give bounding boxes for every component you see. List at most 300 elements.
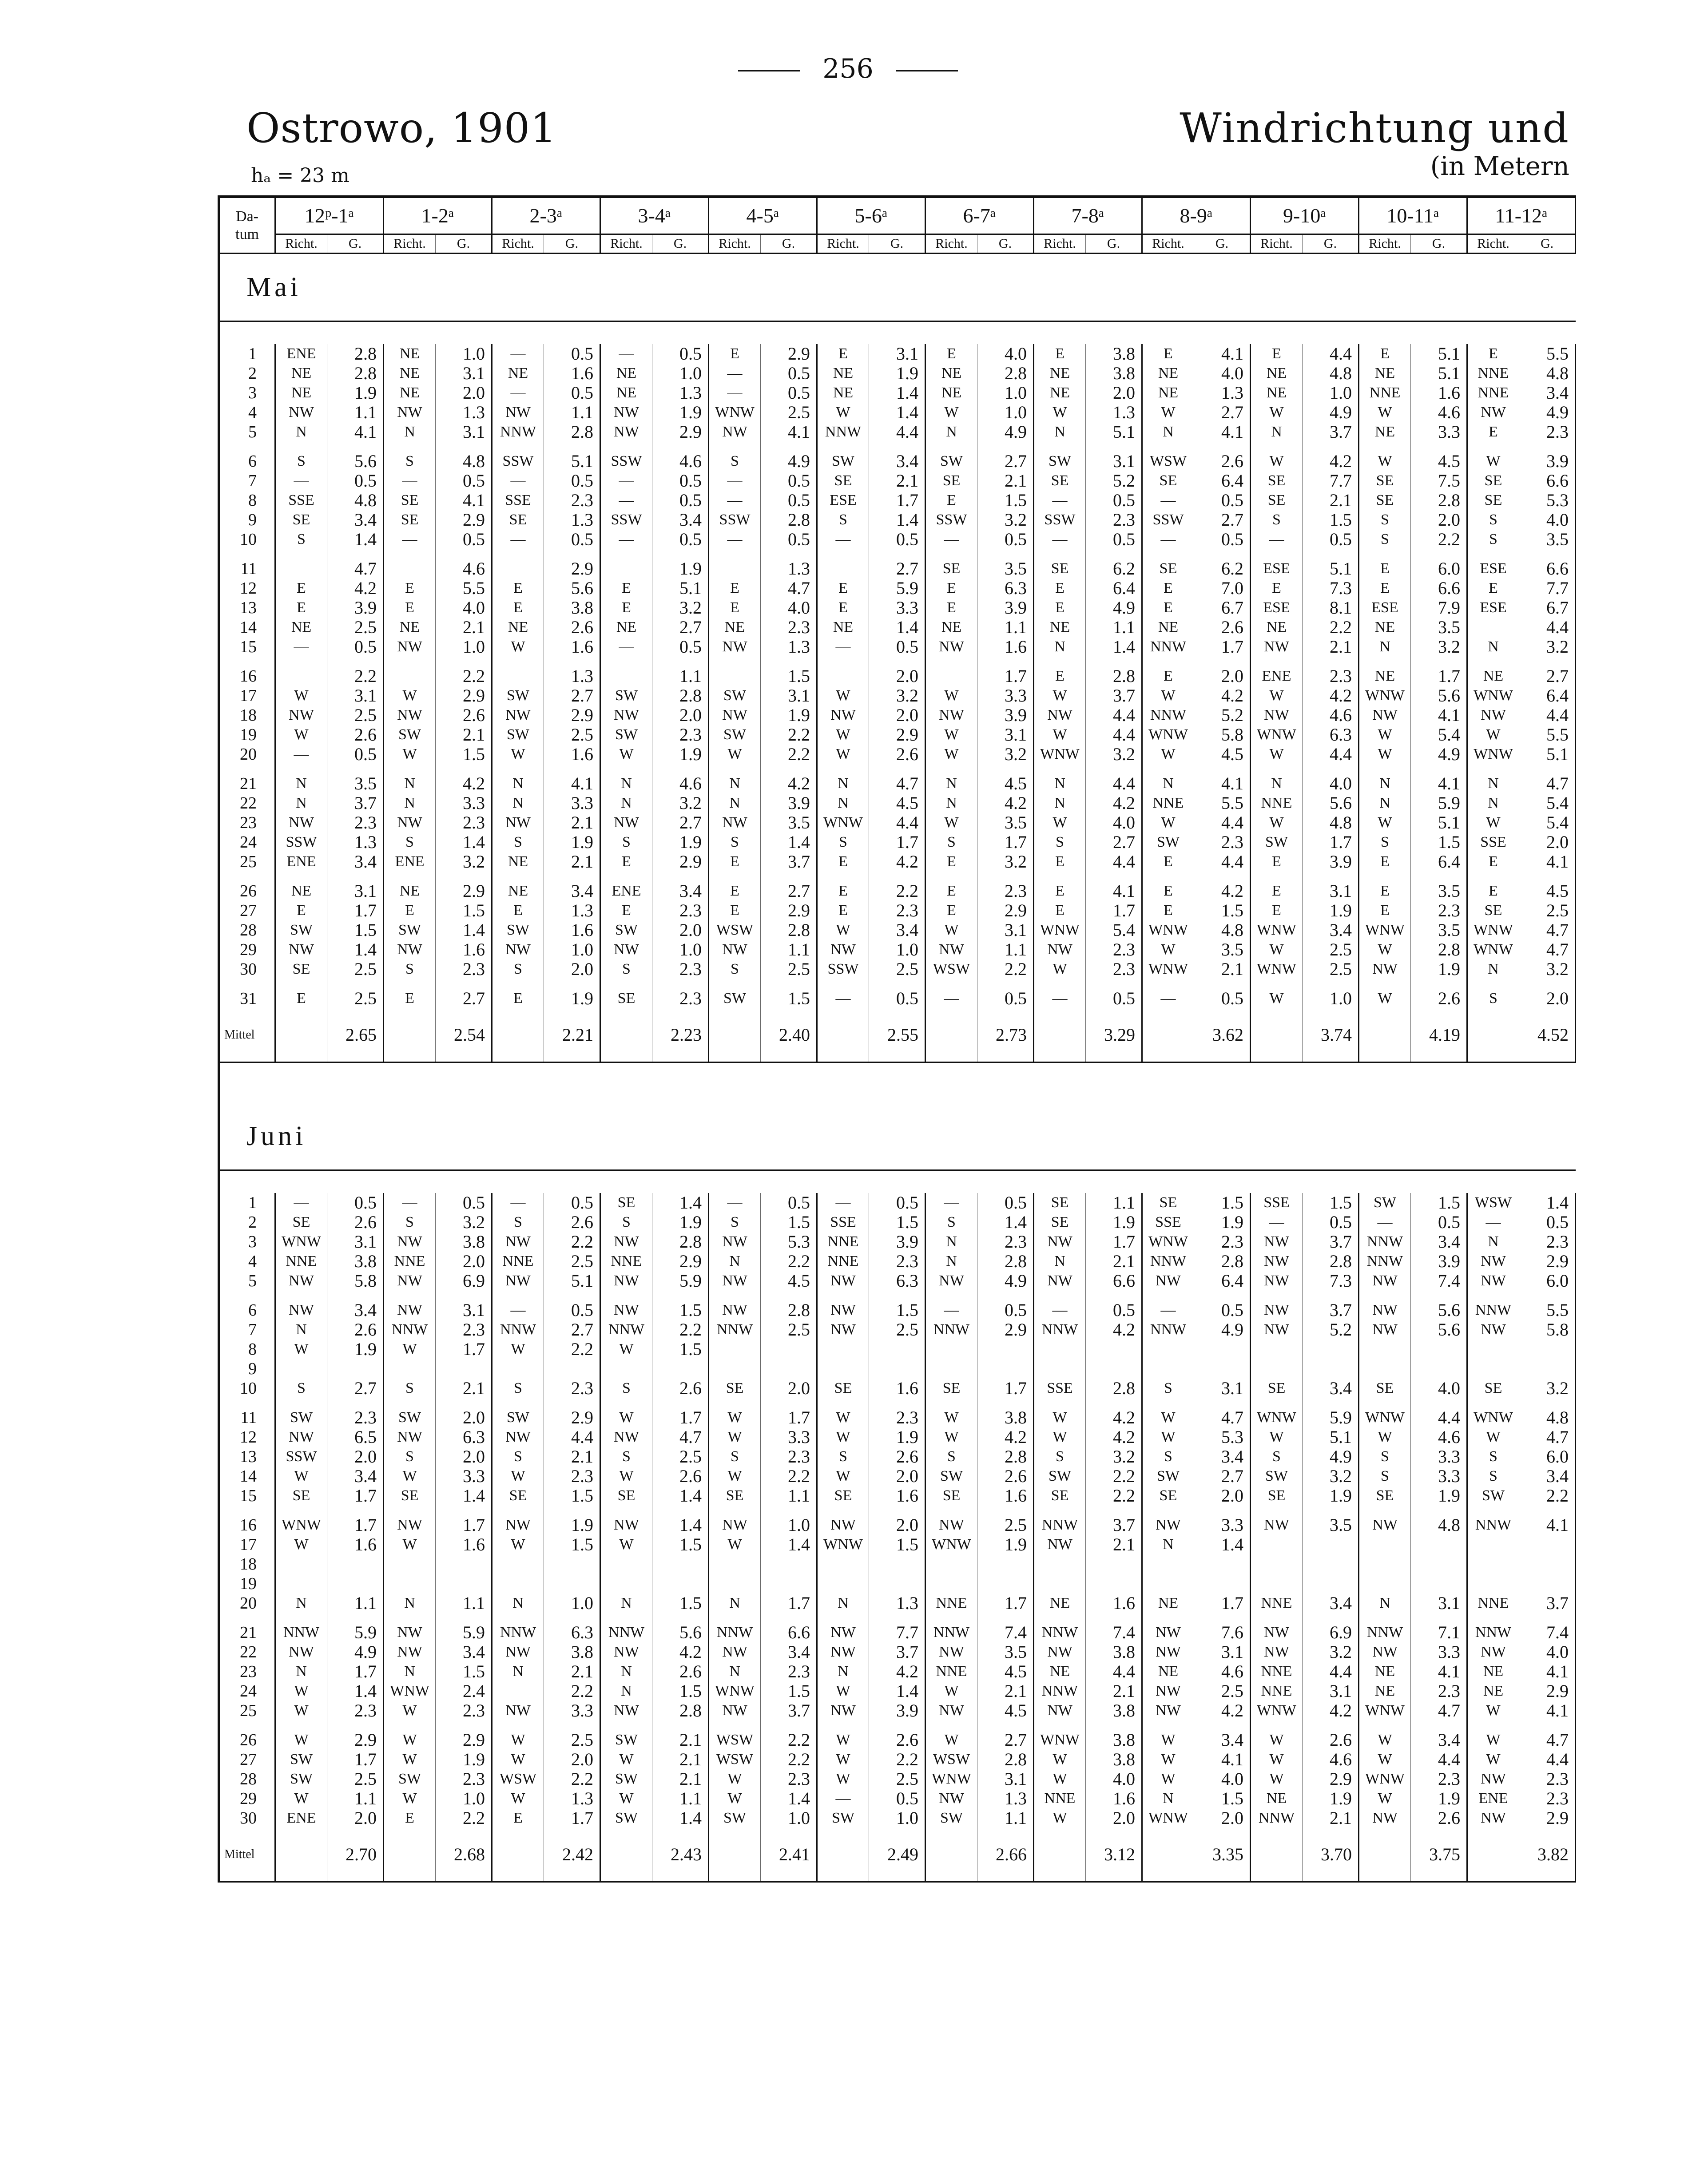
speed-cell: 2.3	[1411, 1681, 1467, 1701]
direction-cell: NNW	[925, 1623, 977, 1642]
table-row	[219, 1701, 1576, 1720]
speed-cell: 1.4	[1194, 1535, 1251, 1554]
direction-cell: E	[384, 1808, 436, 1828]
speed-cell: 2.2	[1086, 1486, 1142, 1506]
speed-cell: 4.5	[977, 1701, 1034, 1720]
direction-cell	[1251, 1359, 1303, 1379]
speed-cell: 2.9	[544, 1408, 600, 1427]
day-cell: 12	[219, 579, 275, 598]
speed-cell: 1.9	[327, 383, 384, 403]
direction-cell: NNW	[1034, 1681, 1086, 1701]
direction-cell: NE	[925, 383, 977, 403]
direction-cell: W	[1359, 745, 1411, 764]
direction-cell: WSW	[709, 1730, 761, 1750]
direction-cell: NNW	[1359, 1252, 1411, 1271]
direction-cell: NW	[925, 1789, 977, 1808]
speed-cell: 1.0	[436, 344, 492, 364]
direction-cell: NW	[1034, 1535, 1086, 1554]
direction-cell: E	[492, 579, 544, 598]
direction-cell: —	[600, 637, 652, 657]
direction-cell: NW	[925, 637, 977, 657]
speed-cell: 2.0	[1519, 832, 1576, 852]
direction-cell: NW	[1142, 1271, 1194, 1291]
header-g: G.	[1086, 234, 1142, 254]
direction-cell: N	[1142, 1789, 1194, 1808]
direction-cell: NW	[600, 1701, 652, 1720]
direction-cell: NE	[709, 618, 761, 637]
speed-cell: 2.5	[327, 618, 384, 637]
speed-cell: 2.0	[1194, 1808, 1251, 1828]
speed-cell: 0.5	[1519, 1213, 1576, 1232]
direction-cell: N	[1251, 774, 1303, 793]
speed-cell: 3.4	[436, 1642, 492, 1662]
day-cell: 27	[219, 1750, 275, 1769]
direction-cell: WSW	[925, 959, 977, 979]
speed-cell: 3.4	[1519, 1467, 1576, 1486]
speed-cell: 2.5	[869, 1320, 925, 1340]
day-cell: 6	[219, 1300, 275, 1320]
mittel-value: 2.73	[977, 1008, 1034, 1062]
speed-cell: 5.3	[1194, 1427, 1251, 1447]
direction-cell: E	[1034, 344, 1086, 364]
speed-cell: 1.0	[652, 364, 709, 383]
speed-cell: 2.9	[761, 901, 817, 920]
direction-cell: W	[275, 1730, 327, 1750]
speed-cell: 4.4	[1194, 813, 1251, 832]
speed-cell: 4.2	[1303, 1701, 1359, 1720]
speed-cell: 2.9	[1519, 1252, 1576, 1271]
speed-cell: 4.4	[1411, 1408, 1467, 1427]
direction-cell: NNE	[1034, 1789, 1086, 1808]
speed-cell: 4.7	[1194, 1408, 1251, 1427]
speed-cell: 3.4	[1411, 1730, 1467, 1750]
direction-cell: WNW	[1467, 940, 1519, 959]
direction-cell: W	[1251, 940, 1303, 959]
speed-cell	[544, 1359, 600, 1379]
direction-cell: E	[1142, 344, 1194, 364]
direction-cell	[1142, 1359, 1194, 1379]
direction-cell: W	[925, 1730, 977, 1750]
direction-cell: S	[709, 1213, 761, 1232]
direction-cell: SW	[600, 1808, 652, 1828]
direction-cell: NNE	[1251, 1681, 1303, 1701]
speed-cell: 2.3	[652, 725, 709, 745]
speed-cell: 0.5	[977, 1193, 1034, 1213]
direction-cell: NW	[275, 1271, 327, 1291]
direction-cell: NW	[600, 706, 652, 725]
day-cell: 17	[219, 686, 275, 706]
direction-cell: NNW	[600, 1320, 652, 1340]
speed-cell: 5.1	[1411, 344, 1467, 364]
speed-cell: 1.4	[652, 1193, 709, 1213]
direction-cell: W	[1034, 403, 1086, 422]
direction-cell	[384, 666, 436, 686]
speed-cell: 1.0	[1303, 989, 1359, 1008]
table-row	[219, 452, 1576, 471]
direction-cell: E	[492, 598, 544, 618]
direction-cell: NW	[925, 706, 977, 725]
speed-cell: 1.4	[436, 832, 492, 852]
direction-cell: —	[1034, 989, 1086, 1008]
speed-cell: 2.2	[761, 1730, 817, 1750]
day-cell: 2	[219, 1213, 275, 1232]
speed-cell: 3.9	[869, 1232, 925, 1252]
direction-cell: SW	[1034, 1467, 1086, 1486]
direction-cell: NW	[384, 637, 436, 657]
direction-cell: W	[384, 1467, 436, 1486]
speed-cell: 2.9	[1519, 1681, 1576, 1701]
speed-cell: 4.0	[1303, 774, 1359, 793]
speed-cell: 6.4	[1086, 579, 1142, 598]
direction-cell: NW	[925, 940, 977, 959]
direction-cell	[600, 666, 652, 686]
speed-cell: 2.3	[652, 989, 709, 1008]
speed-cell: 1.0	[977, 383, 1034, 403]
table-row	[219, 832, 1576, 852]
table-row	[219, 793, 1576, 813]
header-richt: Richt.	[817, 234, 869, 254]
direction-cell: WNW	[1359, 686, 1411, 706]
speed-cell: 2.9	[652, 422, 709, 442]
speed-cell: 6.3	[544, 1623, 600, 1642]
mittel-value: 2.41	[761, 1828, 817, 1882]
speed-cell	[869, 1359, 925, 1379]
direction-cell: NE	[492, 618, 544, 637]
direction-cell: S	[817, 832, 869, 852]
speed-cell: 5.1	[1411, 813, 1467, 832]
speed-cell: 2.8	[977, 1750, 1034, 1769]
speed-cell: 2.8	[327, 344, 384, 364]
speed-cell: 1.7	[761, 1593, 817, 1613]
speed-cell	[761, 1340, 817, 1359]
direction-cell: NW	[275, 940, 327, 959]
speed-cell: 3.7	[327, 793, 384, 813]
speed-cell: 2.2	[436, 666, 492, 686]
speed-cell: 4.1	[544, 774, 600, 793]
direction-cell: NNW	[492, 1623, 544, 1642]
speed-cell: 2.2	[327, 666, 384, 686]
speed-cell: 2.2	[544, 1769, 600, 1789]
speed-cell: 1.9	[652, 1213, 709, 1232]
direction-cell: SE	[1034, 471, 1086, 491]
speed-cell: 2.1	[1194, 959, 1251, 979]
speed-cell: 0.5	[436, 530, 492, 549]
direction-cell: —	[492, 1300, 544, 1320]
speed-cell: 3.2	[436, 852, 492, 872]
speed-cell: 1.5	[1303, 1193, 1359, 1213]
direction-cell: E	[600, 598, 652, 618]
speed-cell: 3.4	[544, 881, 600, 901]
speed-cell: 2.3	[436, 1701, 492, 1720]
speed-cell: 6.4	[1519, 686, 1576, 706]
direction-cell: ESE	[817, 491, 869, 510]
direction-cell: N	[492, 793, 544, 813]
speed-cell: 2.8	[761, 920, 817, 940]
direction-cell: E	[925, 852, 977, 872]
table-row	[219, 598, 1576, 618]
header-g: G.	[869, 234, 925, 254]
speed-cell: 2.9	[977, 901, 1034, 920]
direction-cell: NW	[1467, 1320, 1519, 1340]
speed-cell	[544, 1574, 600, 1593]
mittel-row	[219, 1828, 1576, 1882]
direction-cell: —	[1251, 530, 1303, 549]
speed-cell: 0.5	[1194, 491, 1251, 510]
direction-cell: SSW	[925, 510, 977, 530]
direction-cell: NNE	[925, 1662, 977, 1681]
speed-cell: 2.9	[1519, 1808, 1576, 1828]
speed-cell: 1.9	[1086, 1213, 1142, 1232]
speed-cell	[1086, 1554, 1142, 1574]
speed-cell: 2.2	[544, 1232, 600, 1252]
direction-cell: NNW	[1251, 1808, 1303, 1828]
mittel-value: 3.75	[1411, 1828, 1467, 1882]
direction-cell	[275, 1574, 327, 1593]
direction-cell: SSE	[1142, 1213, 1194, 1232]
table-row	[219, 618, 1576, 637]
direction-cell: NNW	[1142, 1252, 1194, 1271]
direction-cell	[1359, 1554, 1411, 1574]
speed-cell: 5.5	[1519, 725, 1576, 745]
direction-cell: SE	[1467, 901, 1519, 920]
speed-cell	[544, 1554, 600, 1574]
speed-cell: 1.6	[1086, 1593, 1142, 1613]
direction-cell: NW	[600, 403, 652, 422]
speed-cell: 1.5	[1194, 1789, 1251, 1808]
direction-cell: WNW	[1251, 959, 1303, 979]
speed-cell: 0.5	[1086, 530, 1142, 549]
speed-cell: 0.5	[544, 1193, 600, 1213]
speed-cell: 3.2	[1519, 959, 1576, 979]
direction-cell: S	[1359, 510, 1411, 530]
direction-cell: E	[817, 344, 869, 364]
direction-cell: N	[925, 793, 977, 813]
direction-cell: NW	[709, 637, 761, 657]
speed-cell: 4.1	[1411, 1662, 1467, 1681]
speed-cell: 5.9	[869, 579, 925, 598]
direction-cell: E	[600, 901, 652, 920]
day-cell: 10	[219, 530, 275, 549]
direction-cell: SE	[1359, 1379, 1411, 1398]
direction-cell: —	[709, 364, 761, 383]
direction-cell: N	[925, 1252, 977, 1271]
speed-cell	[436, 1554, 492, 1574]
speed-cell: 2.0	[869, 666, 925, 686]
day-cell: 3	[219, 383, 275, 403]
direction-cell: NW	[817, 1623, 869, 1642]
direction-cell: —	[925, 530, 977, 549]
speed-cell	[869, 1554, 925, 1574]
speed-cell: 4.7	[652, 1427, 709, 1447]
direction-cell: NNW	[1034, 1320, 1086, 1340]
direction-cell: SE	[817, 1379, 869, 1398]
speed-cell: 4.1	[1519, 1515, 1576, 1535]
direction-cell: SW	[600, 920, 652, 940]
day-cell: 24	[219, 1681, 275, 1701]
direction-cell: NE	[1251, 364, 1303, 383]
direction-cell: E	[384, 579, 436, 598]
direction-cell: NW	[1359, 1300, 1411, 1320]
speed-cell	[1303, 1340, 1359, 1359]
day-cell: 28	[219, 920, 275, 940]
direction-cell: —	[492, 471, 544, 491]
direction-cell: S	[492, 1213, 544, 1232]
direction-cell: W	[709, 745, 761, 764]
speed-cell: 0.5	[869, 989, 925, 1008]
day-cell: 15	[219, 1486, 275, 1506]
speed-cell: 3.8	[1086, 1701, 1142, 1720]
speed-cell: 0.5	[761, 383, 817, 403]
direction-cell: S	[1467, 989, 1519, 1008]
speed-cell: 0.5	[544, 383, 600, 403]
mittel-value: 2.68	[436, 1828, 492, 1882]
direction-cell: NE	[817, 364, 869, 383]
speed-cell: 2.9	[977, 1320, 1034, 1340]
direction-cell: SE	[1034, 559, 1086, 579]
speed-cell: 2.2	[761, 1750, 817, 1769]
header-hour-12: 11-12ᵃ	[1467, 197, 1576, 234]
direction-cell: WNW	[1251, 920, 1303, 940]
speed-cell: 3.5	[327, 774, 384, 793]
direction-cell: SE	[709, 1379, 761, 1398]
direction-cell: SE	[1142, 471, 1194, 491]
speed-cell: 2.6	[1411, 989, 1467, 1008]
direction-cell: W	[1142, 1408, 1194, 1427]
speed-cell: 3.1	[761, 686, 817, 706]
speed-cell: 2.3	[436, 1320, 492, 1340]
speed-cell: 1.5	[1411, 1193, 1467, 1213]
direction-cell: NW	[1359, 1515, 1411, 1535]
direction-cell: E	[1142, 598, 1194, 618]
speed-cell: 2.7	[977, 1730, 1034, 1750]
direction-cell: N	[709, 1252, 761, 1271]
direction-cell: —	[1251, 1213, 1303, 1232]
direction-cell: NW	[1467, 403, 1519, 422]
day-cell: 30	[219, 1808, 275, 1828]
direction-cell: NW	[600, 1515, 652, 1535]
table-row	[219, 774, 1576, 793]
speed-cell: 5.6	[1411, 1320, 1467, 1340]
day-cell: 5	[219, 1271, 275, 1291]
direction-cell: E	[1034, 881, 1086, 901]
speed-cell: 7.6	[1194, 1623, 1251, 1642]
direction-cell: WNW	[275, 1232, 327, 1252]
direction-cell	[384, 559, 436, 579]
direction-cell: NW	[925, 1642, 977, 1662]
direction-cell: NE	[1251, 383, 1303, 403]
speed-cell: 4.6	[1411, 403, 1467, 422]
direction-cell: SE	[600, 989, 652, 1008]
speed-cell: 1.9	[1194, 1213, 1251, 1232]
speed-cell	[1303, 1535, 1359, 1554]
direction-cell: W	[925, 745, 977, 764]
speed-cell: 2.3	[327, 1408, 384, 1427]
table-row	[219, 989, 1576, 1008]
direction-cell: —	[1142, 989, 1194, 1008]
direction-cell: W	[600, 1408, 652, 1427]
speed-cell: 5.2	[1303, 1320, 1359, 1340]
speed-cell: 6.4	[1194, 471, 1251, 491]
direction-cell: N	[817, 1593, 869, 1613]
speed-cell: 1.9	[544, 832, 600, 852]
direction-cell: W	[1359, 989, 1411, 1008]
direction-cell: SE	[600, 1486, 652, 1506]
speed-cell: 1.1	[327, 1789, 384, 1808]
speed-cell: 2.5	[761, 959, 817, 979]
direction-cell: N	[1467, 793, 1519, 813]
speed-cell	[652, 1574, 709, 1593]
speed-cell: 1.3	[544, 666, 600, 686]
direction-cell: NE	[275, 881, 327, 901]
direction-cell: E	[1034, 666, 1086, 686]
table-row	[219, 1340, 1576, 1359]
direction-cell: SW	[492, 1408, 544, 1427]
direction-cell: —	[384, 1193, 436, 1213]
direction-cell: NW	[1467, 1808, 1519, 1828]
speed-cell: 2.7	[1519, 666, 1576, 686]
speed-cell	[1194, 1574, 1251, 1593]
direction-cell: NE	[492, 852, 544, 872]
day-cell: 23	[219, 813, 275, 832]
direction-cell: W	[275, 725, 327, 745]
speed-cell: 3.9	[1303, 852, 1359, 872]
speed-cell: 2.0	[761, 1379, 817, 1398]
speed-cell: 2.6	[869, 745, 925, 764]
speed-cell: 4.8	[1519, 1408, 1576, 1427]
speed-cell: 1.1	[327, 403, 384, 422]
direction-cell: —	[1142, 491, 1194, 510]
direction-cell	[1467, 1359, 1519, 1379]
direction-cell: S	[1359, 530, 1411, 549]
speed-cell: 3.4	[1194, 1447, 1251, 1467]
day-cell: 26	[219, 1730, 275, 1750]
row-group-gap	[219, 764, 1576, 774]
table-row	[219, 579, 1576, 598]
speed-cell: 7.0	[1194, 579, 1251, 598]
speed-cell: 3.3	[544, 1701, 600, 1720]
day-cell: 21	[219, 1623, 275, 1642]
speed-cell: 1.7	[761, 1408, 817, 1427]
direction-cell: NW	[384, 706, 436, 725]
speed-cell: 3.8	[1086, 1730, 1142, 1750]
direction-cell: NW	[709, 940, 761, 959]
speed-cell: 0.5	[652, 344, 709, 364]
direction-cell: NW	[817, 1642, 869, 1662]
speed-cell: 1.3	[652, 383, 709, 403]
header-g: G.	[1303, 234, 1359, 254]
direction-cell: NE	[1359, 618, 1411, 637]
direction-cell: W	[600, 1750, 652, 1769]
speed-cell: 4.2	[761, 774, 817, 793]
direction-cell: —	[275, 471, 327, 491]
speed-cell: 3.4	[652, 881, 709, 901]
speed-cell: 1.9	[652, 832, 709, 852]
table-row	[219, 686, 1576, 706]
direction-cell: WNW	[1034, 1730, 1086, 1750]
direction-cell: W	[709, 1467, 761, 1486]
speed-cell: 2.6	[652, 1662, 709, 1681]
speed-cell: 3.4	[1411, 1232, 1467, 1252]
direction-cell	[1467, 1554, 1519, 1574]
speed-cell: 2.7	[436, 989, 492, 1008]
direction-cell: W	[709, 1769, 761, 1789]
direction-cell: NNW	[492, 1320, 544, 1340]
direction-cell: SW	[817, 1808, 869, 1828]
direction-cell: NW	[817, 706, 869, 725]
table-row	[219, 637, 1576, 657]
direction-cell: N	[925, 774, 977, 793]
speed-cell: 4.2	[1194, 686, 1251, 706]
